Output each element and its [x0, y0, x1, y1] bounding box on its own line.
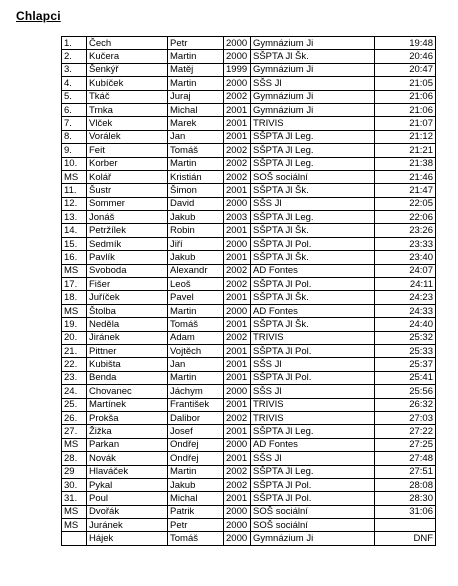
rank-cell: 1. [62, 37, 87, 50]
last-name-cell: Benda [87, 371, 168, 384]
rank-cell: 26. [62, 411, 87, 424]
first-name-cell: Ondřej [168, 438, 224, 451]
first-name-cell: Tomáš [168, 318, 224, 331]
school-cell: SŠPTA Jl Pol. [251, 237, 375, 250]
first-name-cell: Martin [168, 77, 224, 90]
table-row [62, 411, 436, 424]
table-row [62, 519, 436, 532]
rank-cell: 7. [62, 117, 87, 130]
school-cell: SŠPTA Jl Leg. [251, 425, 375, 438]
rank-cell: 5. [62, 90, 87, 103]
rank-cell: 6. [62, 103, 87, 116]
time-cell: 25:32 [375, 331, 436, 344]
rank-cell: MS [62, 519, 87, 532]
table-row [62, 130, 436, 143]
rank-cell: MS [62, 304, 87, 317]
time-cell: 22:06 [375, 211, 436, 224]
table-row [62, 505, 436, 518]
last-name-cell: Svoboda [87, 264, 168, 277]
school-cell: SŠPTA Jl Pol. [251, 344, 375, 357]
rank-cell: 13. [62, 211, 87, 224]
table-row [62, 224, 436, 237]
school-cell: SŠPTA Jl Leg. [251, 130, 375, 143]
first-name-cell: Ondřej [168, 452, 224, 465]
last-name-cell: Juříček [87, 291, 168, 304]
school-cell: Gymnázium Ji [251, 37, 375, 50]
table-row [62, 358, 436, 371]
school-cell: AD Fontes [251, 438, 375, 451]
time-cell: 21:12 [375, 130, 436, 143]
birth-year-cell: 2002 [224, 90, 251, 103]
school-cell: SŠPTA Jl Šk. [251, 251, 375, 264]
last-name-cell: Vorálek [87, 130, 168, 143]
first-name-cell: Vojtěch [168, 344, 224, 357]
time-cell: 31:06 [375, 505, 436, 518]
rank-cell: 10. [62, 157, 87, 170]
time-cell: 24:11 [375, 278, 436, 291]
last-name-cell: Martínek [87, 398, 168, 411]
school-cell: SŠS Jl [251, 77, 375, 90]
last-name-cell: Hájek [87, 532, 168, 545]
last-name-cell: Šenkýř [87, 63, 168, 76]
last-name-cell: Sedmík [87, 237, 168, 250]
birth-year-cell: 2001 [224, 103, 251, 116]
rank-cell: 9. [62, 144, 87, 157]
last-name-cell: Hlaváček [87, 465, 168, 478]
table-row [62, 251, 436, 264]
last-name-cell: Šustr [87, 184, 168, 197]
last-name-cell: Parkan [87, 438, 168, 451]
time-cell: 27:03 [375, 411, 436, 424]
rank-cell: MS [62, 505, 87, 518]
first-name-cell: Adam [168, 331, 224, 344]
birth-year-cell: 2000 [224, 385, 251, 398]
last-name-cell: Novák [87, 452, 168, 465]
time-cell: 25:41 [375, 371, 436, 384]
rank-cell: 19. [62, 318, 87, 331]
school-cell: SŠPTA Jl Leg. [251, 144, 375, 157]
table-row [62, 331, 436, 344]
first-name-cell: Juraj [168, 90, 224, 103]
birth-year-cell: 2000 [224, 519, 251, 532]
birth-year-cell: 2000 [224, 532, 251, 545]
last-name-cell: Sommer [87, 197, 168, 210]
last-name-cell: Trnka [87, 103, 168, 116]
table-row [62, 264, 436, 277]
school-cell: SŠPTA Jl Šk. [251, 224, 375, 237]
table-row [62, 478, 436, 491]
last-name-cell: Neděla [87, 318, 168, 331]
school-cell: Gymnázium Ji [251, 103, 375, 116]
first-name-cell: Jakub [168, 211, 224, 224]
school-cell: SOŠ sociální [251, 505, 375, 518]
birth-year-cell: 2001 [224, 398, 251, 411]
rank-cell: 25. [62, 398, 87, 411]
rank-cell: 3. [62, 63, 87, 76]
table-row [62, 117, 436, 130]
page-title: Chlapci [16, 9, 61, 23]
last-name-cell: Tkáč [87, 90, 168, 103]
school-cell: AD Fontes [251, 304, 375, 317]
time-cell: 20:46 [375, 50, 436, 63]
time-cell: 24:33 [375, 304, 436, 317]
rank-cell: 11. [62, 184, 87, 197]
birth-year-cell: 2002 [224, 170, 251, 183]
time-cell: 27:48 [375, 452, 436, 465]
last-name-cell: Kučera [87, 50, 168, 63]
table-row [62, 291, 436, 304]
table-row [62, 90, 436, 103]
birth-year-cell: 2000 [224, 197, 251, 210]
table-row [62, 37, 436, 50]
school-cell: SŠPTA Jl Leg. [251, 157, 375, 170]
time-cell: 27:22 [375, 425, 436, 438]
first-name-cell: Martin [168, 371, 224, 384]
first-name-cell: Michal [168, 103, 224, 116]
table-row [62, 170, 436, 183]
time-cell: 21:21 [375, 144, 436, 157]
rank-cell: 24. [62, 385, 87, 398]
birth-year-cell: 2001 [224, 117, 251, 130]
birth-year-cell: 2001 [224, 130, 251, 143]
school-cell: SŠS Jl [251, 385, 375, 398]
school-cell: SŠPTA Jl Šk. [251, 291, 375, 304]
school-cell: TRIVIS [251, 398, 375, 411]
birth-year-cell: 2002 [224, 278, 251, 291]
birth-year-cell: 2000 [224, 50, 251, 63]
time-cell: 23:33 [375, 237, 436, 250]
time-cell: 25:37 [375, 358, 436, 371]
birth-year-cell: 2001 [224, 184, 251, 197]
birth-year-cell: 2001 [224, 344, 251, 357]
first-name-cell: Jan [168, 130, 224, 143]
birth-year-cell: 2000 [224, 505, 251, 518]
last-name-cell: Prokša [87, 411, 168, 424]
birth-year-cell: 2000 [224, 37, 251, 50]
table-row [62, 144, 436, 157]
first-name-cell: Robin [168, 224, 224, 237]
school-cell: SŠPTA Jl Šk. [251, 318, 375, 331]
last-name-cell: Chovanec [87, 385, 168, 398]
birth-year-cell: 2001 [224, 318, 251, 331]
table-row [62, 237, 436, 250]
rank-cell: 27. [62, 425, 87, 438]
first-name-cell: Jan [168, 358, 224, 371]
last-name-cell: Juránek [87, 519, 168, 532]
birth-year-cell: 2001 [224, 371, 251, 384]
school-cell: SŠS Jl [251, 197, 375, 210]
birth-year-cell: 2002 [224, 264, 251, 277]
time-cell: 24:07 [375, 264, 436, 277]
table-row [62, 344, 436, 357]
time-cell: 28:08 [375, 478, 436, 491]
time-cell: 22:05 [375, 197, 436, 210]
school-cell: Gymnázium Ji [251, 63, 375, 76]
first-name-cell: Petr [168, 37, 224, 50]
school-cell: TRIVIS [251, 331, 375, 344]
last-name-cell: Pavlík [87, 251, 168, 264]
last-name-cell: Korber [87, 157, 168, 170]
time-cell: DNF [375, 532, 436, 545]
school-cell: SOŠ sociální [251, 519, 375, 532]
time-cell: 28:30 [375, 492, 436, 505]
school-cell: SŠPTA Jl Šk. [251, 50, 375, 63]
birth-year-cell: 2000 [224, 438, 251, 451]
last-name-cell: Feit [87, 144, 168, 157]
birth-year-cell: 2002 [224, 144, 251, 157]
first-name-cell: Martin [168, 50, 224, 63]
first-name-cell: Martin [168, 157, 224, 170]
table-row [62, 532, 436, 545]
birth-year-cell: 2001 [224, 425, 251, 438]
birth-year-cell: 2001 [224, 358, 251, 371]
school-cell: SŠS Jl [251, 452, 375, 465]
table-row [62, 492, 436, 505]
time-cell: 23:26 [375, 224, 436, 237]
birth-year-cell: 1999 [224, 63, 251, 76]
time-cell: 21:05 [375, 77, 436, 90]
rank-cell: 29 [62, 465, 87, 478]
rank-cell: 8. [62, 130, 87, 143]
table-row [62, 465, 436, 478]
birth-year-cell: 2001 [224, 492, 251, 505]
rank-cell: 2. [62, 50, 87, 63]
time-cell: 25:33 [375, 344, 436, 357]
birth-year-cell: 2001 [224, 452, 251, 465]
first-name-cell: František [168, 398, 224, 411]
table-row [62, 278, 436, 291]
birth-year-cell: 2000 [224, 77, 251, 90]
first-name-cell: Kristián [168, 170, 224, 183]
time-cell: 21:38 [375, 157, 436, 170]
time-cell: 21:06 [375, 103, 436, 116]
first-name-cell: Šimon [168, 184, 224, 197]
birth-year-cell: 2001 [224, 251, 251, 264]
last-name-cell: Kolář [87, 170, 168, 183]
table-row [62, 184, 436, 197]
school-cell: Gymnázium Ji [251, 532, 375, 545]
first-name-cell: Jáchym [168, 385, 224, 398]
last-name-cell: Vlček [87, 117, 168, 130]
table-row [62, 452, 436, 465]
last-name-cell: Štolba [87, 304, 168, 317]
first-name-cell: Matěj [168, 63, 224, 76]
rank-cell: 31. [62, 492, 87, 505]
table-row [62, 63, 436, 76]
first-name-cell: Martin [168, 465, 224, 478]
time-cell: 21:46 [375, 170, 436, 183]
rank-cell: 20. [62, 331, 87, 344]
time-cell: 24:40 [375, 318, 436, 331]
school-cell: SŠPTA Jl Leg. [251, 465, 375, 478]
birth-year-cell: 2002 [224, 465, 251, 478]
school-cell: SŠPTA Jl Pol. [251, 371, 375, 384]
time-cell: 19:48 [375, 37, 436, 50]
last-name-cell: Jiránek [87, 331, 168, 344]
last-name-cell: Kubíček [87, 77, 168, 90]
birth-year-cell: 2003 [224, 211, 251, 224]
table-row [62, 438, 436, 451]
rank-cell: 30. [62, 478, 87, 491]
rank-cell [62, 532, 87, 545]
school-cell: SŠPTA Jl Leg. [251, 211, 375, 224]
school-cell: Gymnázium Ji [251, 90, 375, 103]
last-name-cell: Petržílek [87, 224, 168, 237]
birth-year-cell: 2002 [224, 411, 251, 424]
table-row [62, 77, 436, 90]
rank-cell: 12. [62, 197, 87, 210]
birth-year-cell: 2002 [224, 478, 251, 491]
time-cell: 27:51 [375, 465, 436, 478]
last-name-cell: Pykal [87, 478, 168, 491]
last-name-cell: Dvořák [87, 505, 168, 518]
time-cell [375, 519, 436, 532]
time-cell: 21:06 [375, 90, 436, 103]
birth-year-cell: 2000 [224, 237, 251, 250]
first-name-cell: Tomáš [168, 144, 224, 157]
first-name-cell: David [168, 197, 224, 210]
table-row [62, 425, 436, 438]
rank-cell: 22. [62, 358, 87, 371]
time-cell: 21:07 [375, 117, 436, 130]
birth-year-cell: 2000 [224, 304, 251, 317]
school-cell: SŠPTA Jl Pol. [251, 478, 375, 491]
rank-cell: 17. [62, 278, 87, 291]
school-cell: TRIVIS [251, 117, 375, 130]
table-row [62, 398, 436, 411]
rank-cell: MS [62, 438, 87, 451]
last-name-cell: Čech [87, 37, 168, 50]
first-name-cell: Petr [168, 519, 224, 532]
last-name-cell: Žižka [87, 425, 168, 438]
time-cell: 25:56 [375, 385, 436, 398]
table-row [62, 371, 436, 384]
rank-cell: MS [62, 170, 87, 183]
results-table [61, 36, 436, 546]
time-cell: 23:40 [375, 251, 436, 264]
rank-cell: 18. [62, 291, 87, 304]
rank-cell: 28. [62, 452, 87, 465]
birth-year-cell: 2001 [224, 224, 251, 237]
birth-year-cell: 2002 [224, 157, 251, 170]
first-name-cell: Martin [168, 304, 224, 317]
table-row [62, 304, 436, 317]
last-name-cell: Pittner [87, 344, 168, 357]
last-name-cell: Jonáš [87, 211, 168, 224]
first-name-cell: Tomáš [168, 532, 224, 545]
school-cell: SŠS Jl [251, 358, 375, 371]
first-name-cell: Marek [168, 117, 224, 130]
first-name-cell: Dalibor [168, 411, 224, 424]
rank-cell: 14. [62, 224, 87, 237]
first-name-cell: Jiří [168, 237, 224, 250]
table-row [62, 197, 436, 210]
school-cell: SŠPTA Jl Pol. [251, 492, 375, 505]
school-cell: SŠPTA Jl Pol. [251, 278, 375, 291]
first-name-cell: Michal [168, 492, 224, 505]
birth-year-cell: 2002 [224, 331, 251, 344]
school-cell: AD Fontes [251, 264, 375, 277]
time-cell: 26:32 [375, 398, 436, 411]
rank-cell: 23. [62, 371, 87, 384]
rank-cell: 21. [62, 344, 87, 357]
first-name-cell: Alexandr [168, 264, 224, 277]
results-table-body [62, 37, 436, 546]
school-cell: TRIVIS [251, 411, 375, 424]
first-name-cell: Leoš [168, 278, 224, 291]
table-row [62, 385, 436, 398]
table-row [62, 318, 436, 331]
rank-cell: 4. [62, 77, 87, 90]
first-name-cell: Patrik [168, 505, 224, 518]
first-name-cell: Jakub [168, 478, 224, 491]
last-name-cell: Fišer [87, 278, 168, 291]
last-name-cell: Kubišta [87, 358, 168, 371]
school-cell: SŠPTA Jl Šk. [251, 184, 375, 197]
rank-cell: 16. [62, 251, 87, 264]
time-cell: 24:23 [375, 291, 436, 304]
time-cell: 20:47 [375, 63, 436, 76]
table-row [62, 211, 436, 224]
birth-year-cell: 2001 [224, 291, 251, 304]
table-row [62, 157, 436, 170]
rank-cell: 15. [62, 237, 87, 250]
first-name-cell: Jakub [168, 251, 224, 264]
last-name-cell: Poul [87, 492, 168, 505]
rank-cell: MS [62, 264, 87, 277]
school-cell: SOŠ sociální [251, 170, 375, 183]
table-row [62, 103, 436, 116]
first-name-cell: Pavel [168, 291, 224, 304]
first-name-cell: Josef [168, 425, 224, 438]
time-cell: 27:25 [375, 438, 436, 451]
table-row [62, 50, 436, 63]
time-cell: 21:47 [375, 184, 436, 197]
